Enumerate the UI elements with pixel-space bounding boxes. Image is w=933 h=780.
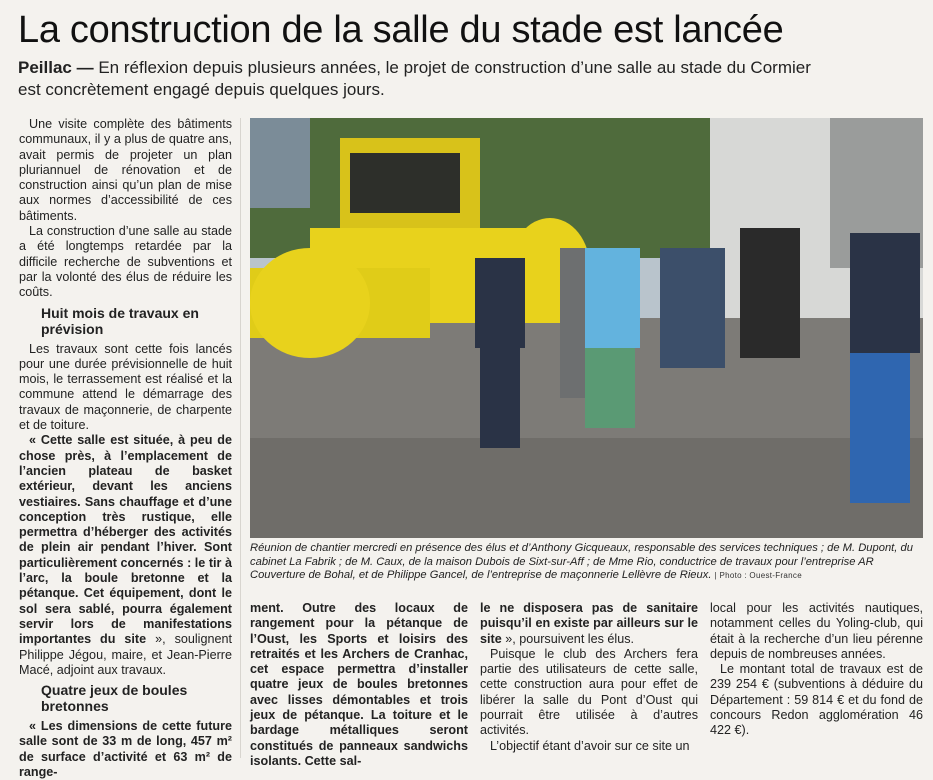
construction-site-photo (250, 118, 923, 538)
paragraph: Le montant total de travaux est de 239 254 € (subventions à déduire du Département : 59 814 € et du fond de concours Redon agglomération 46 422 €). (710, 662, 923, 738)
paragraph: local pour les activités nautiques, notamment celles du Yoling-club, qui était à la recherche d’un lieu pérenne depuis de nombreuses années. (710, 601, 923, 661)
photo-credit: | Photo : Ouest-France (714, 571, 802, 580)
article-column-3 (480, 601, 698, 754)
quote-paragraph (480, 601, 698, 647)
paragraph: Puisque le club des Archers fera partie des utilisateurs de cette salle, cette construction aura pour effet de libérer la salle du Pont d’Oust qui pourrait être utilisée à d’autres activités. (480, 646, 698, 738)
quote-text: « Cette salle est située, à peu de chose près, à l’emplacement de l’ancien plateau de basket extérieur, devant les anciens vestiaires. Sans chauffage et d’une conception très rustique, elle permettra d’héberger des activités de plein air pendant l’hiver. Sont particulièrement concernés : le tir à l’arc, la boule bretonne et la pétanque. Cet équipement, dont le sol sera sablé, pourra également servir lors de manifestations importantes du site (19, 433, 232, 647)
quote-attribution: », soulignent Philippe Jégou, maire, et Jean-Pierre Macé, adjoint aux travaux. (19, 632, 232, 677)
quote-attribution: », poursuivent les élus. (501, 631, 635, 646)
photo-illustration (250, 118, 923, 538)
paragraph: La construction d’une salle au stade a été longtemps retardée par la difficile recherche de subventions et par la volonté des élus de réduire les coûts. (19, 224, 232, 300)
article-column-1 (19, 117, 232, 780)
headline: La construction de la salle du stade est lancée (18, 9, 784, 51)
location: Peillac — (18, 58, 94, 77)
article-column-4 (710, 601, 923, 739)
column-divider (240, 118, 241, 758)
quote-text: le ne disposera pas de sanitaire puisqu’il en existe par ailleurs sur le site (480, 601, 698, 646)
paragraph: Les travaux sont cette fois lancés pour une durée prévisionnelle de huit mois, le terrassement est réalisé et la commune attend le démarrage des travaux de maçonnerie, de charpente et de toiture. (19, 341, 232, 433)
chapo (18, 57, 818, 101)
article-column-2 (250, 601, 468, 769)
subheading: Quatre jeux de boules bretonnes (41, 682, 188, 715)
quote-paragraph: « Les dimensions de cette future salle sont de 33 m de long, 457 m² de surface d’activité et 63 m² de range- (19, 719, 232, 779)
subheading: Huit mois de travaux en prévision (41, 304, 199, 337)
paragraph: L’objectif étant d’avoir sur ce site un (490, 738, 690, 753)
quote-paragraph: ment. Outre des locaux de rangement pour la pétanque de l’Oust, les Sports et loisirs des retraités et les Archers de Cranhac, cet espace permettra d’installer quatre jeux de boules bretonnes avec lisses démontables et trois jeux de pétanque. La toiture et le bardage métalliques seront constitués de panneaux sandwichs isolants. Cette sal- (250, 601, 468, 768)
caption-text: Réunion de chantier mercredi en présence des élus et d’Anthony Gicqueaux, responsable des services techniques ; de M. Dupont, du cabinet La Fabrik ; de M. Caux, de la maison Dubois de Sixt-sur-Aff ; de Mme Rio, conductrice de travaux pour l’entreprise AR Couverture de Bohal, et de Philippe Gancel, de l’entreprise de maçonnerie Lellèvre de Rieux. (250, 542, 913, 581)
photo-caption (250, 542, 925, 583)
chapo-text: En réflexion depuis plusieurs années, le projet de construction d’une salle au stade du Cormier est concrètement engagé depuis quelques jours. (18, 58, 811, 99)
quote-paragraph (19, 433, 232, 678)
paragraph: Une visite complète des bâtiments communaux, il y a plus de quatre ans, avait permis de projeter un plan pluriannuel de rénovation et de construction ainsi qu’un plan de mise aux normes d’accessibilité de ces bâtiments. (19, 117, 232, 223)
